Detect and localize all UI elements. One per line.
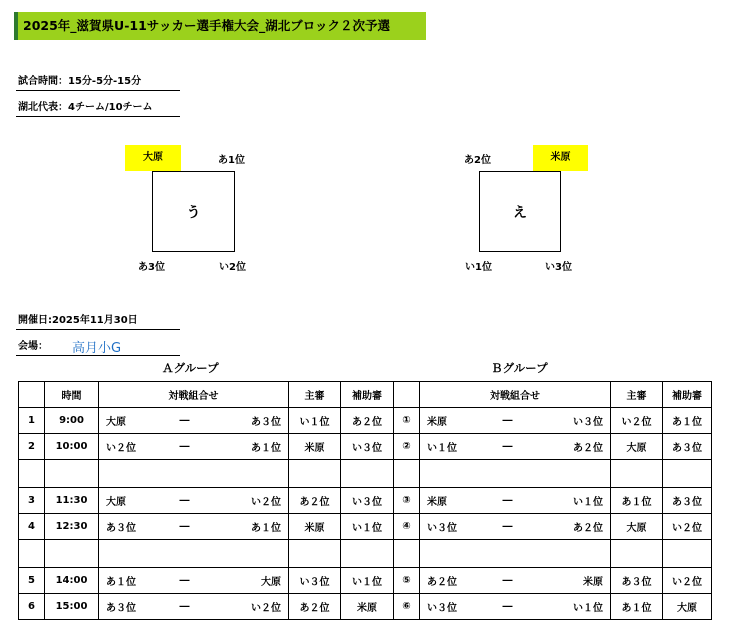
group-a-home-team: あ１位 [99,568,159,594]
group-b-match-number: ③ [394,488,420,514]
group-a-away-team: 大原 [211,568,289,594]
group-b-versus: ― [482,408,534,434]
group-b-home-team: あ２位 [420,568,482,594]
match-number: 5 [19,568,45,594]
group-a-assistant: 米原 [341,594,394,620]
blank-cell [99,540,289,568]
group-a-home-team: あ３位 [99,594,159,620]
group-b-match-number: ⑥ [394,594,420,620]
diagram-u-top-right: あ1位 [218,155,245,166]
diagram-e-top-left: あ2位 [464,155,491,166]
diagram-e-bottom-left: い1位 [465,262,492,273]
group-a-referee: い３位 [289,568,341,594]
header-referee-a: 主審 [289,382,341,408]
match-time: 試合時間：15分-5分-15分 [18,76,142,87]
group-a-home-team: 大原 [99,488,159,514]
blank-cell [611,540,663,568]
match-number: 4 [19,514,45,540]
group-a-referee: あ２位 [289,488,341,514]
group-b-assistant: あ１位 [663,408,712,434]
blank-cell [394,540,420,568]
blank-cell [99,460,289,488]
match-number: 1 [19,408,45,434]
group-b-match-number: ② [394,434,420,460]
blank-cell [289,460,341,488]
group-b-match-number: ① [394,408,420,434]
group-b-home-team: い３位 [420,594,482,620]
diagram-u-bottom-left: あ3位 [138,262,165,273]
blank-cell [611,460,663,488]
group-b-assistant: 大原 [663,594,712,620]
group-a-versus: ― [159,434,211,460]
group-a-referee: 米原 [289,514,341,540]
blank-cell [19,460,45,488]
match-time: 15:00 [45,594,99,620]
group-a-assistant: あ２位 [341,408,394,434]
blank-cell [341,540,394,568]
blank-row [19,460,712,488]
group-b-title: Ｂグループ [491,361,548,375]
group-a-assistant: い３位 [341,488,394,514]
group-a-home-team: 大原 [99,408,159,434]
group-b-versus: ― [482,568,534,594]
group-b-referee: あ１位 [611,594,663,620]
group-b-referee: 大原 [611,434,663,460]
schedule-table [18,381,712,620]
diagram-e-bottom-right: い3位 [545,262,572,273]
group-b-referee: あ３位 [611,568,663,594]
match-time: 10:00 [45,434,99,460]
group-a-away-team: あ３位 [211,408,289,434]
group-b-away-team: い１位 [534,488,611,514]
group-b-home-team: 米原 [420,488,482,514]
blank-cell [19,540,45,568]
match-number: 2 [19,434,45,460]
group-b-versus: ― [482,594,534,620]
group-b-away-team: い３位 [534,408,611,434]
group-a-assistant: い３位 [341,434,394,460]
group-b-referee: い２位 [611,408,663,434]
venue-name: 高月小G [72,341,122,356]
group-b-referee: あ１位 [611,488,663,514]
group-a-versus: ― [159,408,211,434]
group-a-versus: ― [159,568,211,594]
header-assistant-a: 補助審 [341,382,394,408]
group-a-referee: あ２位 [289,594,341,620]
group-a-assistant: い１位 [341,568,394,594]
blank-cell [45,460,99,488]
group-a-away-team: い２位 [211,594,289,620]
group-a-home-team: い２位 [99,434,159,460]
diagram-u-bottom-right: い2位 [219,262,246,273]
blank-cell [663,540,712,568]
divider [16,329,180,330]
table-row [19,568,712,594]
divider [16,355,180,356]
header-no-b [394,382,420,408]
group-b-match-number: ④ [394,514,420,540]
group-b-away-team: い１位 [534,594,611,620]
group-b-assistant: い２位 [663,514,712,540]
blank-cell [289,540,341,568]
group-b-versus: ― [482,488,534,514]
group-a-home-team: あ３位 [99,514,159,540]
blank-row [19,540,712,568]
group-a-referee: 米原 [289,434,341,460]
group-b-home-team: い３位 [420,514,482,540]
header-match-a: 対戦組合せ [99,382,289,408]
match-time: 12:30 [45,514,99,540]
diagram-u-box: う [152,171,235,252]
match-time: 11:30 [45,488,99,514]
group-b-away-team: あ２位 [534,514,611,540]
header-no [19,382,45,408]
header-referee-b: 主審 [611,382,663,408]
match-time: 14:00 [45,568,99,594]
blank-cell [420,460,611,488]
page-title: 2025年_滋賀県U-11サッカー選手権大会_湖北ブロック２次予選 [14,12,426,40]
group-b-assistant: あ３位 [663,488,712,514]
group-b-versus: ― [482,434,534,460]
blank-cell [663,460,712,488]
group-a-away-team: い２位 [211,488,289,514]
diagram-e-top-right: 米原 [533,145,588,171]
group-a-away-team: あ１位 [211,514,289,540]
match-time: 9:00 [45,408,99,434]
group-b-home-team: 米原 [420,408,482,434]
table-row [19,488,712,514]
group-b-referee: 大原 [611,514,663,540]
divider [16,90,180,91]
event-date: 開催日:2025年11月30日 [18,315,138,326]
table-row [19,434,712,460]
group-a-versus: ― [159,514,211,540]
match-number: 6 [19,594,45,620]
blank-cell [341,460,394,488]
group-b-home-team: い１位 [420,434,482,460]
group-a-assistant: い１位 [341,514,394,540]
blank-cell [394,460,420,488]
group-b-away-team: 米原 [534,568,611,594]
header-match-b: 対戦組合せ [420,382,611,408]
header-time: 時間 [45,382,99,408]
blank-cell [420,540,611,568]
blank-cell [45,540,99,568]
table-row [19,594,712,620]
table-row [19,514,712,540]
group-b-away-team: あ２位 [534,434,611,460]
header-row [19,382,712,408]
divider [16,116,180,117]
group-b-match-number: ⑤ [394,568,420,594]
diagram-e-box: え [479,171,561,252]
group-b-assistant: い２位 [663,568,712,594]
group-b-versus: ― [482,514,534,540]
group-a-referee: い１位 [289,408,341,434]
group-a-versus: ― [159,488,211,514]
diagram-u-top-left: 大原 [125,145,181,171]
venue-label: 会場： [18,341,48,352]
group-a-title: Ａグループ [162,361,219,375]
group-b-assistant: あ３位 [663,434,712,460]
match-number: 3 [19,488,45,514]
group-a-versus: ― [159,594,211,620]
representatives: 湖北代表：4チーム/10チーム [18,102,153,113]
table-row [19,408,712,434]
header-assistant-b: 補助審 [663,382,712,408]
group-a-away-team: あ１位 [211,434,289,460]
